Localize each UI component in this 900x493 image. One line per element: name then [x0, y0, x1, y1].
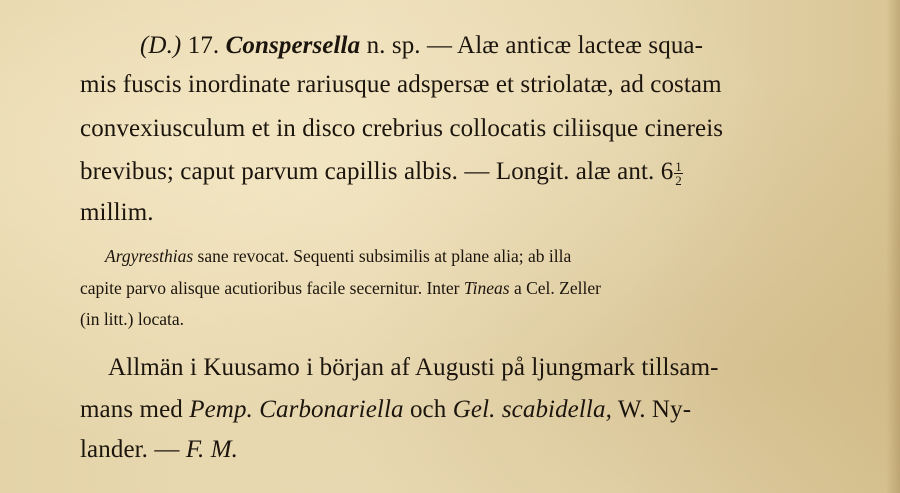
species-name: Conspersella [225, 32, 361, 59]
note-genus-argyresthias: Argyresthias [105, 246, 194, 266]
note-genus-tineas: Tineas [463, 278, 510, 298]
note-line-2-post: a Cel. Zeller [509, 278, 601, 298]
note-line-1 [105, 248, 571, 266]
locality-line-3 [80, 437, 238, 462]
locality-line-3-pre: lander. — [80, 436, 186, 463]
locality-line-1: Allmän i Kuusamo i början af Augusti på ljungmark tillsam- [108, 354, 719, 381]
species-gel-scabidella: Gel. scabidella, [452, 396, 612, 423]
note-line-2 [80, 280, 601, 298]
locality-line-2-mid: och [403, 396, 453, 423]
description-line-3: convexiusculum et in disco crebrius collocatis ciliisque cinereis [80, 115, 724, 142]
species-pemp-carbonariella: Pemp. Carbonariella [189, 396, 404, 423]
fraction-denominator: 2 [675, 172, 682, 188]
page-edge-shadow [886, 0, 900, 493]
species-number: 17. [187, 32, 220, 59]
note-line-2-pre: capite parvo alisque acutioribus facile secernitur. Inter [80, 278, 464, 298]
locality-line-2 [80, 397, 691, 422]
fraction-numerator: 1 [675, 158, 682, 174]
description-line-4-text: brevibus; caput parvum capillis albis. — Longit. alæ ant. 6 [80, 158, 674, 185]
note-line-3: (in litt.) locata. [80, 309, 184, 329]
note-line-1-rest: sane revocat. Sequenti subsimilis at plane alia; ab illa [193, 246, 572, 266]
locality-line-2-post: W. Ny- [611, 396, 692, 423]
description-line-5: millim. [80, 199, 154, 226]
description-line-4 [80, 159, 683, 187]
author-initials: F. M. [185, 436, 238, 463]
description-line-1 [140, 33, 703, 58]
description-line-1-rest: n. sp. — Alæ anticæ lacteæ squa- [366, 32, 704, 59]
fraction-half [674, 160, 683, 187]
section-prefix: (D.) [140, 32, 182, 59]
locality-line-2-pre: mans med [80, 396, 190, 423]
description-line-2: mis fuscis inordinate rariusque adspersæ et striolatæ, ad costam [80, 71, 722, 98]
